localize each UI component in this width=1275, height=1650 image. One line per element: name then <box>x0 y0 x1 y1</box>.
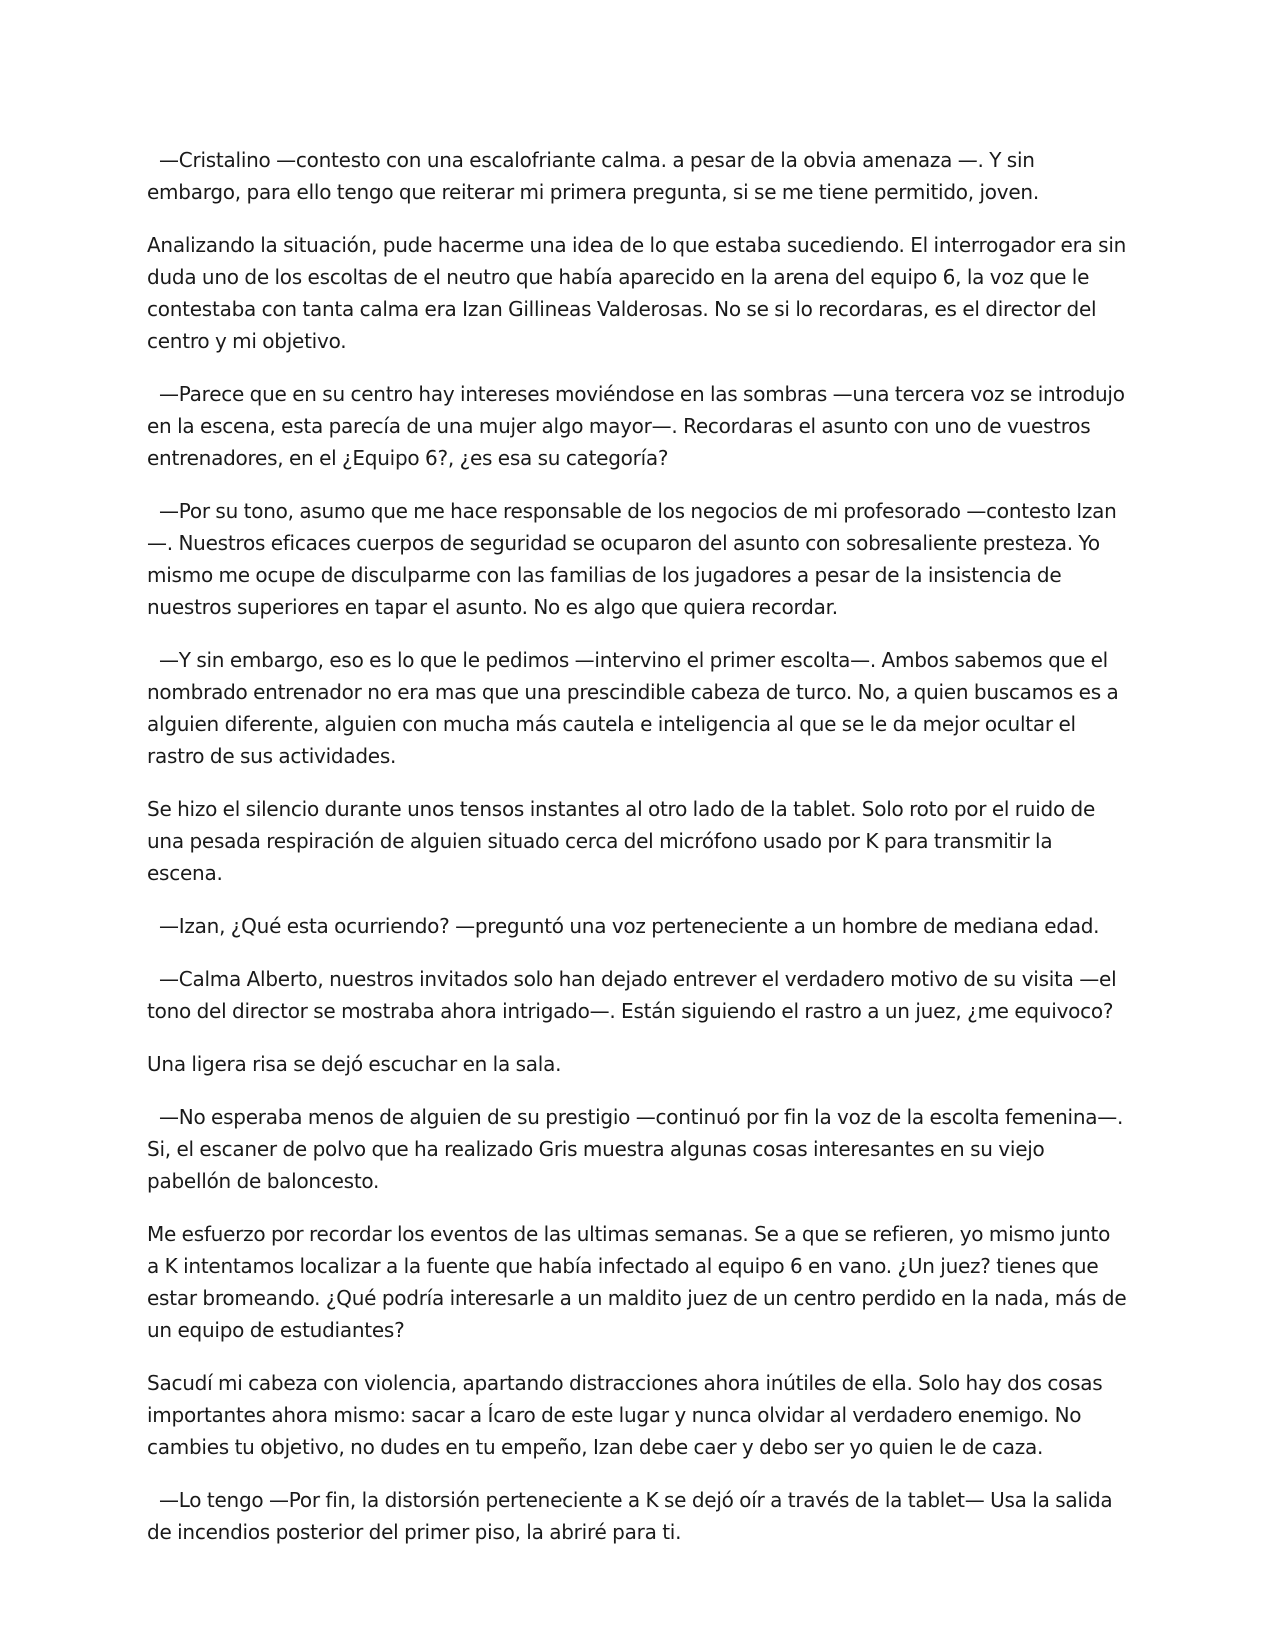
paragraph-12: Sacudí mi cabeza con violencia, apartando distracciones ahora inútiles de ella. Solo hay dos cosas importantes ahora mismo: sacar a Ícaro de este lugar y nunca olvidar al verdadero enemigo. No cambies tu objetivo, no dudes en tu empeño, Izan debe caer y debo ser yo quien le de caza. <box>147 1371 1103 1459</box>
paragraph-13: —Lo tengo —Por fin, la distorsión perteneciente a K se dejó oír a través de la tablet— Usa la salida de incendios posterior del primer piso, la abriré para ti. <box>147 1488 1113 1544</box>
paragraph-2: Analizando la situación, pude hacerme una idea de lo que estaba sucediendo. El interrogador era sin duda uno de los escoltas de el neutro que había aparecido en la arena del equipo 6, la voz que le contestaba con tanta calma era Izan Gillineas Valderosas. No se si lo recordaras, es el director del centro y mi objetivo. <box>147 233 1127 353</box>
paragraph-1: —Cristalino —contesto con una escalofriante calma. a pesar de la obvia amenaza —. Y sin embargo, para ello tengo que reiterar mi primera pregunta, si se me tiene permitido, joven. <box>147 148 1039 204</box>
paragraph-8: —Calma Alberto, nuestros invitados solo han dejado entrever el verdadero motivo de su visita —el tono del director se mostraba ahora intrigado—. Están siguiendo el rastro a un juez, ¿me equivoco? <box>147 967 1117 1023</box>
paragraph-3: —Parece que en su centro hay intereses moviéndose en las sombras —una tercera voz se introdujo en la escena, esta parecía de una mujer algo mayor—. Recordaras el asunto con uno de vuestros entrenadores, en el ¿Equipo 6?, ¿es esa su categoría? <box>147 382 1125 470</box>
paragraph-4: —Por su tono, asumo que me hace responsable de los negocios de mi profesorado —contesto Izan—. Nuestros eficaces cuerpos de seguridad se ocuparon del asunto con sobresaliente presteza. Yo mismo me ocupe de disculparme con las familias de los jugadores a pesar de la insistencia de nuestros superiores en tapar el asunto. No es algo que quiera recordar. <box>147 499 1117 619</box>
paragraph-6: Se hizo el silencio durante unos tensos instantes al otro lado de la tablet. Solo roto por el ruido de una pesada respiración de alguien situado cerca del micrófono usado por K para transmitir la escena. <box>147 797 1096 885</box>
paragraph-9: Una ligera risa se dejó escuchar en la sala. <box>147 1052 562 1076</box>
paragraph-10: —No esperaba menos de alguien de su prestigio —continuó por fin la voz de la escolta femenina—. Si, el escaner de polvo que ha realizado Gris muestra algunas cosas interesantes en su viejo pabellón de baloncesto. <box>147 1105 1124 1193</box>
paragraph-11: Me esfuerzo por recordar los eventos de las ultimas semanas. Se a que se refieren, yo mismo junto a K intentamos localizar a la fuente que había infectado al equipo 6 en vano. ¿Un juez? tienes que estar bromeando. ¿Qué podría interesarle a un maldito juez de un centro perdido en la nada, más de un equipo de estudiantes? <box>147 1222 1127 1342</box>
paragraph-5: —Y sin embargo, eso es lo que le pedimos —intervino el primer escolta—. Ambos sabemos que el nombrado entrenador no era mas que una prescindible cabeza de turco. No, a quien buscamos es a alguien diferente, alguien con mucha más cautela e inteligencia al que se le da mejor ocultar el rastro de sus actividades. <box>147 648 1119 768</box>
paragraph-7: —Izan, ¿Qué esta ocurriendo? —preguntó una voz perteneciente a un hombre de mediana edad. <box>159 914 1100 938</box>
document-page <box>147 144 1127 1569</box>
